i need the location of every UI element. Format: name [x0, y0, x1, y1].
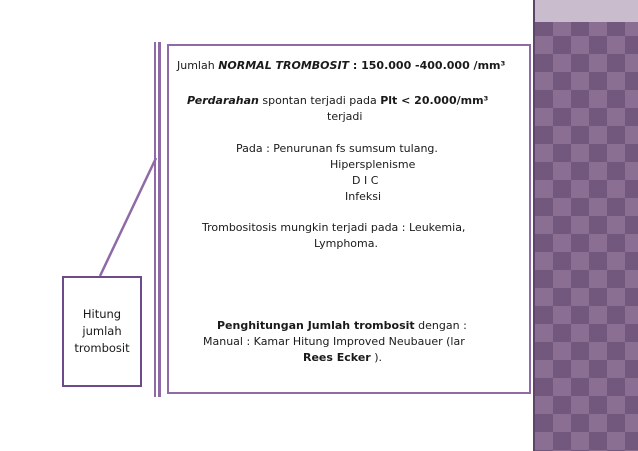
- normal-range-value: : 150.000 -400.000 /mm³: [349, 59, 506, 72]
- accent-bar: [158, 42, 161, 397]
- topic-label-line: jumlah: [82, 324, 122, 338]
- topic-label-line: Hitung: [82, 307, 122, 321]
- thrombocytosis-line: Lymphoma.: [314, 237, 378, 250]
- topic-label-line: trombosit: [74, 341, 130, 355]
- counting-method-line: Manual : Kamar Hitung Improved Neubauer (lar: [203, 335, 465, 348]
- bleeding-label: Perdarahan: [187, 94, 259, 107]
- normal-label: NORMAL TROMBOSIT: [218, 59, 350, 72]
- normal-range-text: Jumlah NORMAL TROMBOSIT : 150.000 -400.000 /mm³: [177, 59, 506, 72]
- rees-ecker-label: Rees Ecker: [303, 351, 371, 364]
- topic-label-box: [62, 276, 142, 387]
- decorative-side-panel: [535, 0, 638, 451]
- accent-bar: [154, 42, 156, 397]
- causes-line: Hipersplenisme: [330, 158, 416, 171]
- causes-line: Pada : Penurunan fs sumsum tulang.: [236, 142, 438, 155]
- bleeding-text-line2: terjadi: [327, 110, 363, 123]
- counting-method-line: Rees Ecker ).: [303, 351, 383, 364]
- bleeding-threshold: Plt < 20.000/mm³: [380, 94, 489, 107]
- counting-method-label: Penghitungan Jumlah trombosit: [217, 319, 415, 332]
- causes-line: D I C: [352, 174, 379, 187]
- causes-line: Infeksi: [345, 190, 382, 203]
- thrombocytosis-line: Trombositosis mungkin terjadi pada : Leukemia,: [202, 221, 466, 234]
- counting-method-text: Penghitungan Jumlah trombosit dengan :: [217, 319, 467, 332]
- bleeding-text: Perdarahan spontan terjadi pada Plt < 20.000/mm³: [187, 94, 489, 107]
- decorative-side-panel-top: [535, 0, 638, 22]
